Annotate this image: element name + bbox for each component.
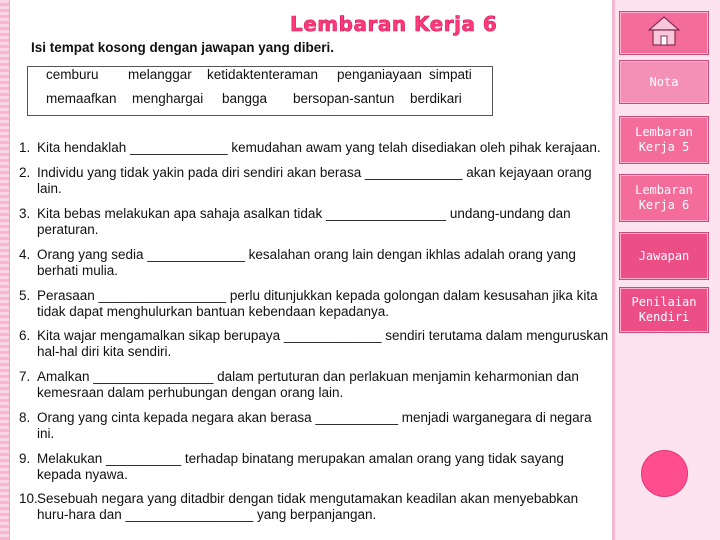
question-text: Perasaan _________________ perlu ditunjukkan kepada golongan dalam kesusahan jika kita tidak dapat menghulurkan bantuan kebendaan kepadanya.: [37, 288, 598, 319]
left-strip-border: [9, 0, 10, 540]
question-number: 9.: [19, 451, 31, 466]
word-bank-item: memaafkan: [46, 91, 117, 106]
question-text: Sesebuah negara yang ditadbir dengan tidak mengutamakan keadilan akan menyebabkan huru-hara dan _________________ yang berpanjangan.: [37, 491, 579, 522]
nav-button-label: Jawapan: [638, 248, 690, 263]
word-bank-box: [27, 66, 493, 116]
nav-button-label: Nota: [649, 74, 679, 89]
word-bank-item: berdikari: [410, 91, 462, 106]
question-text: Individu yang tidak yakin pada diri sendiri akan berasa _____________ akan kejayaan orang lain.: [37, 165, 592, 196]
circle-button[interactable]: [641, 450, 688, 497]
nav-button-lembaran-kerja-6[interactable]: [619, 174, 709, 222]
word-bank-item: bangga: [222, 91, 268, 106]
question-text: Orang yang sedia _____________ kesalahan orang lain dengan ikhlas adalah orang yang berhati mulia.: [37, 247, 576, 278]
left-decorative-strip: [0, 0, 9, 540]
nav-button-label: Lembaran Kerja 5: [635, 125, 693, 154]
word-bank-item: ketidaktenteraman: [207, 67, 319, 82]
question-number: 6.: [19, 328, 31, 343]
question-number: 3.: [19, 206, 31, 221]
question-number: 5.: [19, 288, 31, 303]
nav-button-nota[interactable]: [619, 60, 709, 104]
question-text: Kita bebas melakukan apa sahaja asalkan tidak ________________ undang-undang dan peraturan.: [37, 206, 571, 237]
question-number: 8.: [19, 410, 31, 425]
word-bank-item: simpati: [429, 67, 472, 82]
question-number: 1.: [19, 140, 31, 155]
instruction-text: Isi tempat kosong dengan jawapan yang diberi.: [31, 40, 335, 55]
word-bank-item: cemburu: [46, 67, 99, 82]
navigation-panel-edge: [612, 0, 615, 540]
home-button[interactable]: [619, 11, 709, 55]
question-number: 10.: [19, 491, 38, 506]
nav-button-label: Lembaran Kerja 6: [635, 183, 693, 212]
question-text: Orang yang cinta kepada negara akan berasa ___________ menjadi warganegara di negara ini.: [37, 410, 592, 441]
word-bank-item: penganiayaan: [337, 67, 422, 82]
nav-button-label: Penilaian Kendiri: [631, 295, 697, 324]
question-number: 4.: [19, 247, 31, 262]
word-bank-item: bersopan-santun: [293, 91, 395, 106]
question-number: 7.: [19, 369, 31, 384]
question-text: Kita hendaklah _____________ kemudahan awam yang telah disediakan oleh pihak kerajaan.: [37, 140, 601, 155]
question-text: Amalkan ________________ dalam pertuturan dan perlakuan menjamin keharmonian dan kemesraan dalam perhubungan dengan orang lain.: [37, 369, 579, 400]
home-icon: [647, 15, 681, 52]
worksheet-title: Lembaran Kerja 6: [290, 12, 498, 36]
question-text: Kita wajar mengamalkan sikap berupaya _____________ sendiri terutama dalam menguruskan hal-hal diri kita sendiri.: [37, 328, 609, 359]
word-bank-item: menghargai: [132, 91, 204, 106]
nav-button-penilaian-kendiri[interactable]: [619, 287, 709, 333]
question-text: Melakukan __________ terhadap binatang merupakan amalan orang yang tidak sayang kepada nyawa.: [37, 451, 564, 482]
nav-button-jawapan[interactable]: [619, 232, 709, 280]
word-bank-item: melanggar: [128, 67, 192, 82]
question-number: 2.: [19, 165, 31, 180]
nav-button-lembaran-kerja-5[interactable]: [619, 116, 709, 164]
